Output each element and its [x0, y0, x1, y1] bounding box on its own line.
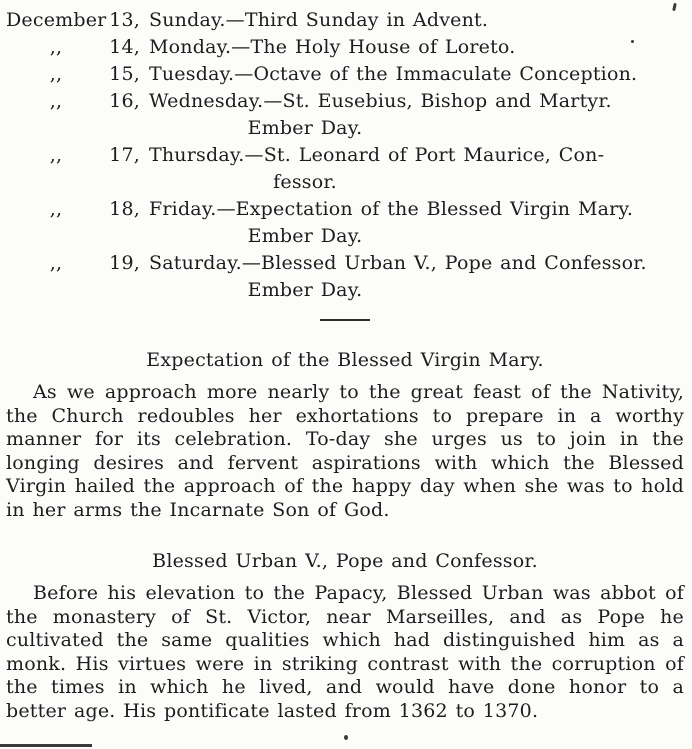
calendar-entry-continuation: Ember Day. — [247, 225, 363, 247]
calendar-ditto-mark: ,, — [49, 252, 63, 274]
calendar-entry — [6, 7, 684, 34]
calendar-entry-text: Saturday.—Blessed Urban V., Pope and Confessor. — [149, 252, 647, 274]
calendar-entry — [6, 142, 684, 169]
calendar-entry-continuation: Ember Day. — [247, 279, 363, 301]
calendar-day-number: 19, — [109, 252, 140, 274]
calendar-ditto-mark: ,, — [49, 144, 63, 166]
scan-artifact-bottom-rule — [0, 744, 92, 747]
calendar-entry-text: Sunday.—Third Sunday in Advent. — [149, 9, 489, 31]
calendar-ditto-mark: ,, — [49, 63, 63, 85]
section-divider-rule — [320, 319, 370, 321]
calendar-entry — [6, 196, 684, 223]
section-blessed-urban — [6, 549, 684, 723]
calendar-entry-text: Thursday.—St. Leonard of Port Maurice, Con- — [149, 144, 605, 166]
calendar-entry-continuation: fessor. — [273, 171, 337, 193]
calendar-day-number: 16, — [109, 90, 140, 112]
calendar-ditto-mark: ,, — [49, 36, 63, 58]
calendar-entry-text: Monday.—The Holy House of Loreto. — [149, 36, 516, 58]
calendar-day-number: 15, — [109, 63, 140, 85]
calendar-entry — [6, 88, 684, 115]
section-paragraph: Before his elevation to the Papacy, Blessed Urban was abbot of the monastery of St. Victor, near Marseilles, and as Pope he cultivated the same qualities which had distinguished him as a monk. His virtues were in striking contrast with the corruption of the times in which he lived, and would have done honor to a better age. His pontificate lasted from 1362 to 1370. — [6, 582, 684, 722]
calendar-entry-text: Friday.—Expectation of the Blessed Virgin Mary. — [149, 198, 634, 220]
calendar-day-number: 14, — [109, 36, 140, 58]
calendar-entry-continuation: Ember Day. — [247, 117, 363, 139]
calendar-entry-text: Tuesday.—Octave of the Immaculate Conception. — [149, 63, 638, 85]
calendar-day-number: 18, — [109, 198, 140, 220]
calendar-day-number: 13, — [109, 9, 140, 31]
section-heading: Expectation of the Blessed Virgin Mary. — [146, 349, 544, 371]
calendar-entry — [6, 61, 684, 88]
section-heading: Blessed Urban V., Pope and Confessor. — [152, 550, 538, 572]
book-page — [6, 7, 684, 723]
scan-artifact-dot — [344, 735, 348, 740]
calendar-list — [6, 7, 684, 304]
calendar-month-label: December — [6, 9, 107, 31]
calendar-ditto-mark: ,, — [49, 198, 63, 220]
scan-artifact-dot — [631, 40, 634, 43]
section-expectation — [6, 348, 684, 522]
section-paragraph: As we approach more nearly to the great feast of the Nativity, the Church redoubles her exhortations to prepare in a worthy manner for its celebration. To-day she urges us to join in the longing desires and fervent aspirations with which the Blessed Virgin hailed the approach of the happy day when she was to hold in her arms the Incarnate Son of God. — [6, 381, 684, 521]
calendar-entry — [6, 34, 684, 61]
calendar-entry-text: Wednesday.—St. Eusebius, Bishop and Martyr. — [149, 90, 612, 112]
calendar-ditto-mark: ,, — [49, 90, 63, 112]
calendar-day-number: 17, — [109, 144, 140, 166]
calendar-entry — [6, 250, 684, 277]
